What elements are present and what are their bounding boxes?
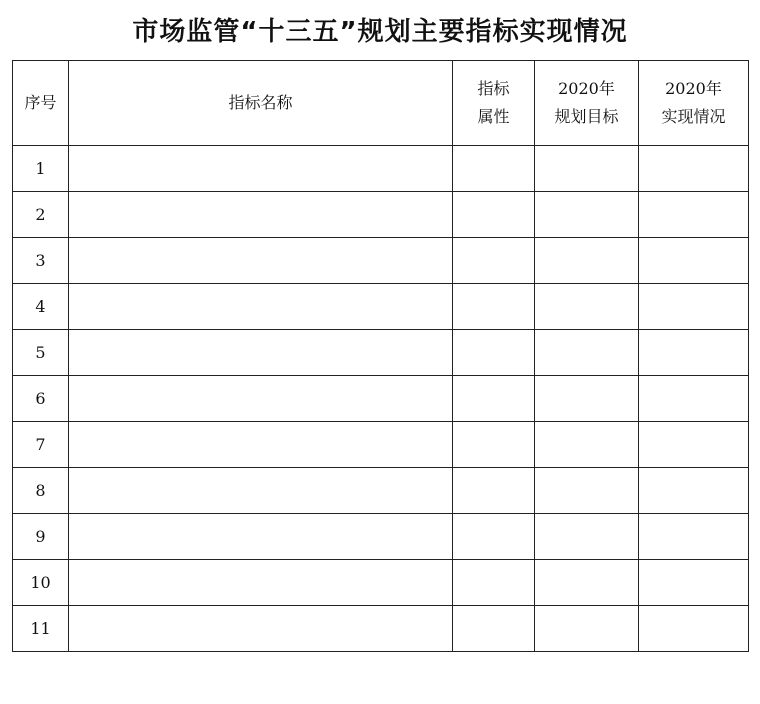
row-attr-cell [453, 330, 535, 376]
row-attr-cell [453, 422, 535, 468]
indicator-table [12, 60, 749, 652]
table-row [13, 468, 749, 514]
header-actual [639, 61, 749, 146]
table-row [13, 192, 749, 238]
page-title: 市场监管“十三五”规划主要指标实现情况 [132, 17, 628, 47]
row-actual-cell [639, 192, 749, 238]
row-actual-cell [639, 422, 749, 468]
row-attr-cell [453, 146, 535, 192]
row-name-cell [69, 284, 453, 330]
header-actual-line-2: 实现情况 [661, 107, 726, 126]
row-name-cell [69, 514, 453, 560]
table-row [13, 146, 749, 192]
row-actual-cell [639, 468, 749, 514]
row-attr-cell [453, 560, 535, 606]
row-name-cell [69, 238, 453, 284]
row-attr-cell [453, 376, 535, 422]
row-name-cell [69, 468, 453, 514]
row-actual-cell [639, 560, 749, 606]
row-target-cell [535, 330, 639, 376]
header-attr [453, 61, 535, 146]
row-target-cell [535, 284, 639, 330]
row-target-cell [535, 422, 639, 468]
table-row [13, 422, 749, 468]
row-no-cell: 7 [13, 422, 69, 468]
header-target-line-1: 2020年 [558, 79, 615, 98]
row-target-cell [535, 468, 639, 514]
header-target [535, 61, 639, 146]
row-no-cell: 4 [13, 284, 69, 330]
row-no-cell: 5 [13, 330, 69, 376]
row-name-cell [69, 560, 453, 606]
row-attr-cell [453, 192, 535, 238]
row-attr-cell [453, 468, 535, 514]
header-name: 指标名称 [69, 61, 453, 146]
row-name-cell [69, 330, 453, 376]
table-row [13, 284, 749, 330]
table-row [13, 330, 749, 376]
header-target-line-2: 规划目标 [554, 107, 619, 126]
row-no-cell: 6 [13, 376, 69, 422]
header-actual-line-1: 2020年 [665, 79, 722, 98]
row-name-cell [69, 376, 453, 422]
row-target-cell [535, 146, 639, 192]
table-row [13, 238, 749, 284]
row-no-cell: 8 [13, 468, 69, 514]
row-target-cell [535, 238, 639, 284]
table-row [13, 606, 749, 652]
header-no: 序号 [13, 61, 69, 146]
header-attr-line-1: 指标 [477, 79, 510, 98]
row-no-cell: 3 [13, 238, 69, 284]
header-attr-line-2: 属性 [477, 107, 510, 126]
row-attr-cell [453, 238, 535, 284]
row-attr-cell [453, 284, 535, 330]
row-name-cell [69, 422, 453, 468]
table-row [13, 514, 749, 560]
row-name-cell [69, 192, 453, 238]
table-header-row [13, 61, 749, 146]
row-attr-cell [453, 606, 535, 652]
row-no-cell: 2 [13, 192, 69, 238]
row-actual-cell [639, 238, 749, 284]
row-actual-cell [639, 606, 749, 652]
row-no-cell: 1 [13, 146, 69, 192]
table-body [13, 146, 749, 652]
row-name-cell [69, 146, 453, 192]
row-actual-cell [639, 514, 749, 560]
row-no-cell: 10 [13, 560, 69, 606]
row-target-cell [535, 560, 639, 606]
row-attr-cell [453, 514, 535, 560]
row-target-cell [535, 376, 639, 422]
row-actual-cell [639, 330, 749, 376]
table-row [13, 560, 749, 606]
row-actual-cell [639, 376, 749, 422]
row-actual-cell [639, 146, 749, 192]
table-row [13, 376, 749, 422]
row-target-cell [535, 192, 639, 238]
row-actual-cell [639, 284, 749, 330]
row-name-cell [69, 606, 453, 652]
row-target-cell [535, 606, 639, 652]
row-target-cell [535, 514, 639, 560]
row-no-cell: 11 [13, 606, 69, 652]
row-no-cell: 9 [13, 514, 69, 560]
